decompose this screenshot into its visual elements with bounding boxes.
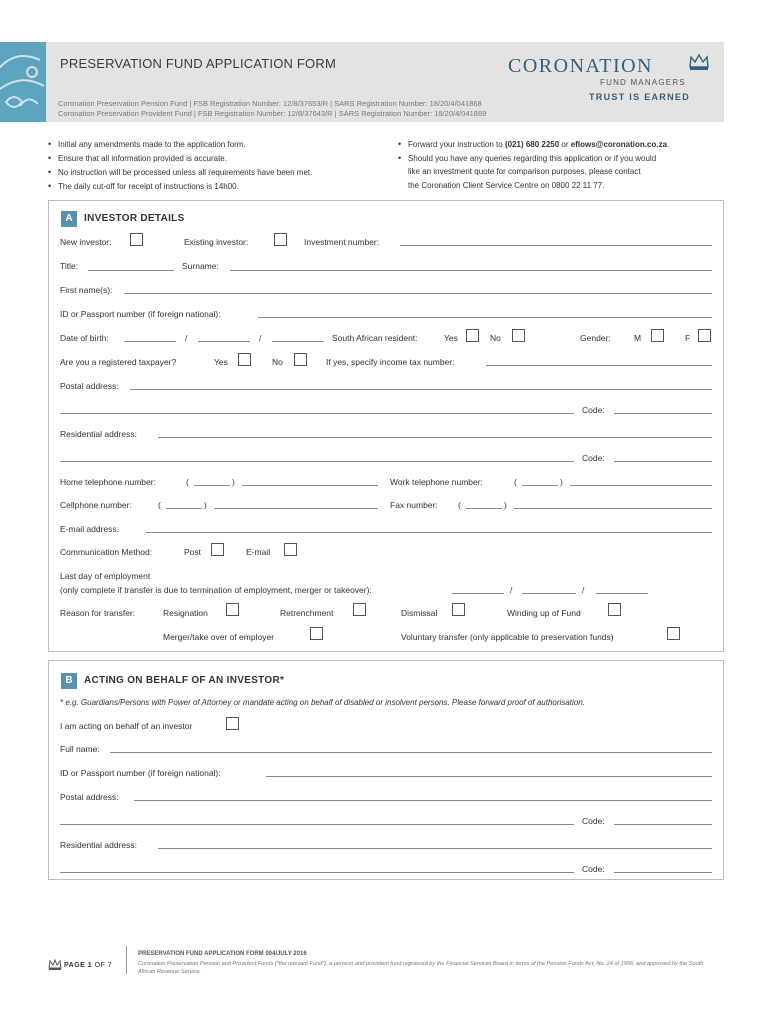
last-day-separator: / <box>510 585 513 595</box>
last-day-day-field[interactable] <box>452 593 504 594</box>
residential-address-field-b[interactable] <box>158 848 712 849</box>
winding-up-checkbox[interactable] <box>608 603 621 616</box>
residential-address-line2-field-b[interactable] <box>60 872 574 873</box>
acting-on-behalf-checkbox[interactable] <box>226 717 239 730</box>
instruction-queries: • Should you have any queries regarding this application or if you would <box>398 153 657 163</box>
dismissal-checkbox[interactable] <box>452 603 465 616</box>
bullet-icon: • <box>398 153 402 163</box>
retrenchment-checkbox[interactable] <box>353 603 366 616</box>
dob-label: Date of birth: <box>60 333 109 343</box>
home-tel-close-paren: ) <box>232 477 235 487</box>
retrenchment-label: Retrenchment <box>280 608 334 618</box>
bullet-icon: • <box>398 139 402 149</box>
instruction-item: • The daily cut-off for receipt of instructions is 14h00. <box>48 181 239 191</box>
section-b-title: ACTING ON BEHALF OF AN INVESTOR* <box>84 675 285 686</box>
postal-address-line2-field-b[interactable] <box>60 824 574 825</box>
registration-line-pension: Coronation Preservation Pension Fund | FSB Registration Number: 12/8/37653/R | SARS Registration Number: 18/20/4/041868 <box>58 99 482 108</box>
surname-field[interactable] <box>230 270 712 271</box>
tax-number-label: If yes, specify income tax number: <box>326 357 455 367</box>
work-tel-number-field[interactable] <box>570 485 712 486</box>
existing-investor-label: Existing investor: <box>184 237 249 247</box>
footer-form-id: PRESERVATION FUND APPLICATION FORM 004/JULY 2016 <box>138 951 307 957</box>
sa-resident-no-checkbox[interactable] <box>512 329 525 342</box>
voluntary-transfer-checkbox[interactable] <box>667 627 680 640</box>
cellphone-close-paren: ) <box>204 500 207 510</box>
fax-number-field[interactable] <box>514 508 712 509</box>
section-b-note: * e.g. Guardians/Persons with Power of Attorney or mandate acting on behalf of disabled or insolvent persons. Please forward proof of authorisation. <box>60 698 585 707</box>
postal-address-label-b: Postal address: <box>60 792 119 802</box>
home-tel-code-field[interactable] <box>194 485 230 486</box>
fax-code-field[interactable] <box>466 508 502 509</box>
home-tel-label: Home telephone number: <box>60 477 156 487</box>
sa-resident-yes-checkbox[interactable] <box>466 329 479 342</box>
dob-year-field[interactable] <box>272 341 324 342</box>
work-tel-close-paren: ) <box>560 477 563 487</box>
last-day-month-field[interactable] <box>522 593 576 594</box>
postal-code-field-b[interactable] <box>614 824 712 825</box>
id-passport-label-b: ID or Passport number (if foreign national): <box>60 768 221 778</box>
section-b-letter: B <box>61 673 77 689</box>
residential-code-label-b: Code: <box>582 864 605 874</box>
dismissal-label: Dismissal <box>401 608 438 618</box>
cellphone-number-field[interactable] <box>214 508 378 509</box>
last-day-separator: / <box>582 585 585 595</box>
work-tel-label: Work telephone number: <box>390 477 483 487</box>
form-title: PRESERVATION FUND APPLICATION FORM <box>60 56 336 71</box>
residential-code-label: Code: <box>582 453 605 463</box>
comm-post-label: Post <box>184 547 202 557</box>
coronation-logo-mark <box>0 42 46 122</box>
full-name-label: Full name: <box>60 744 100 754</box>
brand-subtitle: FUND MANAGERS <box>600 78 686 87</box>
work-tel-code-field[interactable] <box>522 485 558 486</box>
bullet-icon: • <box>48 181 52 191</box>
email-address-label: E-mail address: <box>60 524 120 534</box>
brand-tagline: TRUST IS EARNED <box>589 92 691 102</box>
work-tel-open-paren: ( <box>514 477 517 487</box>
id-passport-field-b[interactable] <box>266 776 712 777</box>
gender-f-checkbox[interactable] <box>698 329 711 342</box>
residential-code-field[interactable] <box>614 461 712 462</box>
resignation-checkbox[interactable] <box>226 603 239 616</box>
tax-number-field[interactable] <box>486 365 712 366</box>
instruction-item: • Initial any amendments made to the application form. <box>48 139 246 149</box>
brand-name: CORONATION <box>508 55 653 77</box>
last-day-label: Last day of employment <box>60 571 151 581</box>
last-day-note: (only complete if transfer is due to termination of employment, merger or takeover): <box>60 585 372 595</box>
first-names-field[interactable] <box>124 293 712 294</box>
existing-investor-checkbox[interactable] <box>274 233 287 246</box>
cellphone-open-paren: ( <box>158 500 161 510</box>
sa-resident-yes-label: Yes <box>444 333 458 343</box>
fax-open-paren: ( <box>458 500 461 510</box>
fax-number-label: Fax number: <box>390 500 438 510</box>
instruction-queries-cont: like an investment quote for comparison purposes, please contact <box>408 167 641 176</box>
bullet-icon: • <box>48 153 52 163</box>
email-address-field[interactable] <box>146 532 712 533</box>
id-passport-field[interactable] <box>258 317 712 318</box>
first-names-label: First name(s): <box>60 285 113 295</box>
fax-close-paren: ) <box>504 500 507 510</box>
investment-number-label: Investment number: <box>304 237 380 247</box>
crown-icon <box>688 52 710 72</box>
instruction-queries-cont: the Coronation Client Service Centre on 0800 22 11 77. <box>408 181 605 190</box>
merger-checkbox[interactable] <box>310 627 323 640</box>
section-a-title: INVESTOR DETAILS <box>84 213 185 224</box>
footer-divider <box>126 946 127 974</box>
id-passport-label: ID or Passport number (if foreign national): <box>60 309 221 319</box>
postal-code-field[interactable] <box>614 413 712 414</box>
taxpayer-no-label: No <box>272 357 283 367</box>
cellphone-code-field[interactable] <box>166 508 202 509</box>
comm-email-label: E-mail <box>246 547 271 557</box>
postal-code-label-b: Code: <box>582 816 605 826</box>
postal-code-label: Code: <box>582 405 605 415</box>
sa-resident-label: South African resident: <box>332 333 418 343</box>
home-tel-open-paren: ( <box>186 477 189 487</box>
postal-address-field-b[interactable] <box>134 800 712 801</box>
last-day-year-field[interactable] <box>596 593 648 594</box>
residential-code-field-b[interactable] <box>614 872 712 873</box>
full-name-field[interactable] <box>110 752 712 753</box>
taxpayer-yes-label: Yes <box>214 357 228 367</box>
acting-on-behalf-label: I am acting on behalf of an investor <box>60 721 193 731</box>
residential-address-label: Residential address: <box>60 429 138 439</box>
postal-address-label: Postal address: <box>60 381 119 391</box>
dob-month-field[interactable] <box>198 341 250 342</box>
cellphone-label: Cellphone number: <box>60 500 132 510</box>
postal-address-line2-field[interactable] <box>60 413 574 414</box>
bullet-icon: • <box>48 167 52 177</box>
title-field[interactable] <box>88 270 174 271</box>
new-investor-label: New investor: <box>60 237 112 247</box>
section-a-letter: A <box>61 211 77 227</box>
communication-method-label: Communication Method: <box>60 547 153 557</box>
dob-separator: / <box>259 333 262 343</box>
title-label: Title: <box>60 261 79 271</box>
page-indicator: PAGE 1 OF 7 <box>64 962 113 969</box>
instruction-item: • Ensure that all information provided is accurate. <box>48 153 227 163</box>
residential-address-label-b: Residential address: <box>60 840 138 850</box>
taxpayer-label: Are you a registered taxpayer? <box>60 357 177 367</box>
postal-address-field[interactable] <box>130 389 712 390</box>
registration-line-provident: Coronation Preservation Provident Fund | FSB Registration Number: 12/8/37643/R | SARS Registration Number: 18/20/4/041869 <box>58 109 487 118</box>
gender-m-label: M <box>634 333 642 343</box>
taxpayer-yes-checkbox[interactable] <box>238 353 251 366</box>
residential-address-line2-field[interactable] <box>60 461 574 462</box>
footer-crown-icon <box>48 958 62 970</box>
reason-label: Reason for transfer: <box>60 608 136 618</box>
instruction-item: • No instruction will be processed unless all requirements have been met. <box>48 167 313 177</box>
surname-label: Surname: <box>182 261 219 271</box>
comm-email-checkbox[interactable] <box>284 543 297 556</box>
email-link[interactable]: eflows@coronation.co.za <box>570 140 668 149</box>
dob-day-field[interactable] <box>124 341 176 342</box>
merger-label: Merger/take over of employer <box>163 632 275 642</box>
dob-separator: / <box>185 333 188 343</box>
gender-f-label: F <box>685 333 691 343</box>
home-tel-number-field[interactable] <box>242 485 378 486</box>
footer-legal-text: Coronation Preservation Pension and Provident Funds ("the relevant Fund"), a pension and provident fund registered by the Financial Services Board in terms of the Pension Funds Act, No. 24 of 1956, and approved by the South African Revenue Service. <box>138 961 704 975</box>
gender-m-checkbox[interactable] <box>651 329 664 342</box>
gender-label: Gender: <box>580 333 611 343</box>
resignation-label: Resignation <box>163 608 208 618</box>
winding-up-label: Winding up of Fund <box>507 608 581 618</box>
investment-number-field[interactable] <box>400 245 712 246</box>
taxpayer-no-checkbox[interactable] <box>294 353 307 366</box>
new-investor-checkbox[interactable] <box>130 233 143 246</box>
instruction-forward: • Forward your instruction to (021) 680 2250 or eflows@coronation.co.za. <box>398 139 670 149</box>
bullet-icon: • <box>48 139 52 149</box>
sa-resident-no-label: No <box>490 333 501 343</box>
voluntary-transfer-label: Voluntary transfer (only applicable to preservation funds) <box>401 632 614 642</box>
fax-number: (021) 680 2250 <box>504 140 560 149</box>
comm-post-checkbox[interactable] <box>211 543 224 556</box>
residential-address-field[interactable] <box>158 437 712 438</box>
